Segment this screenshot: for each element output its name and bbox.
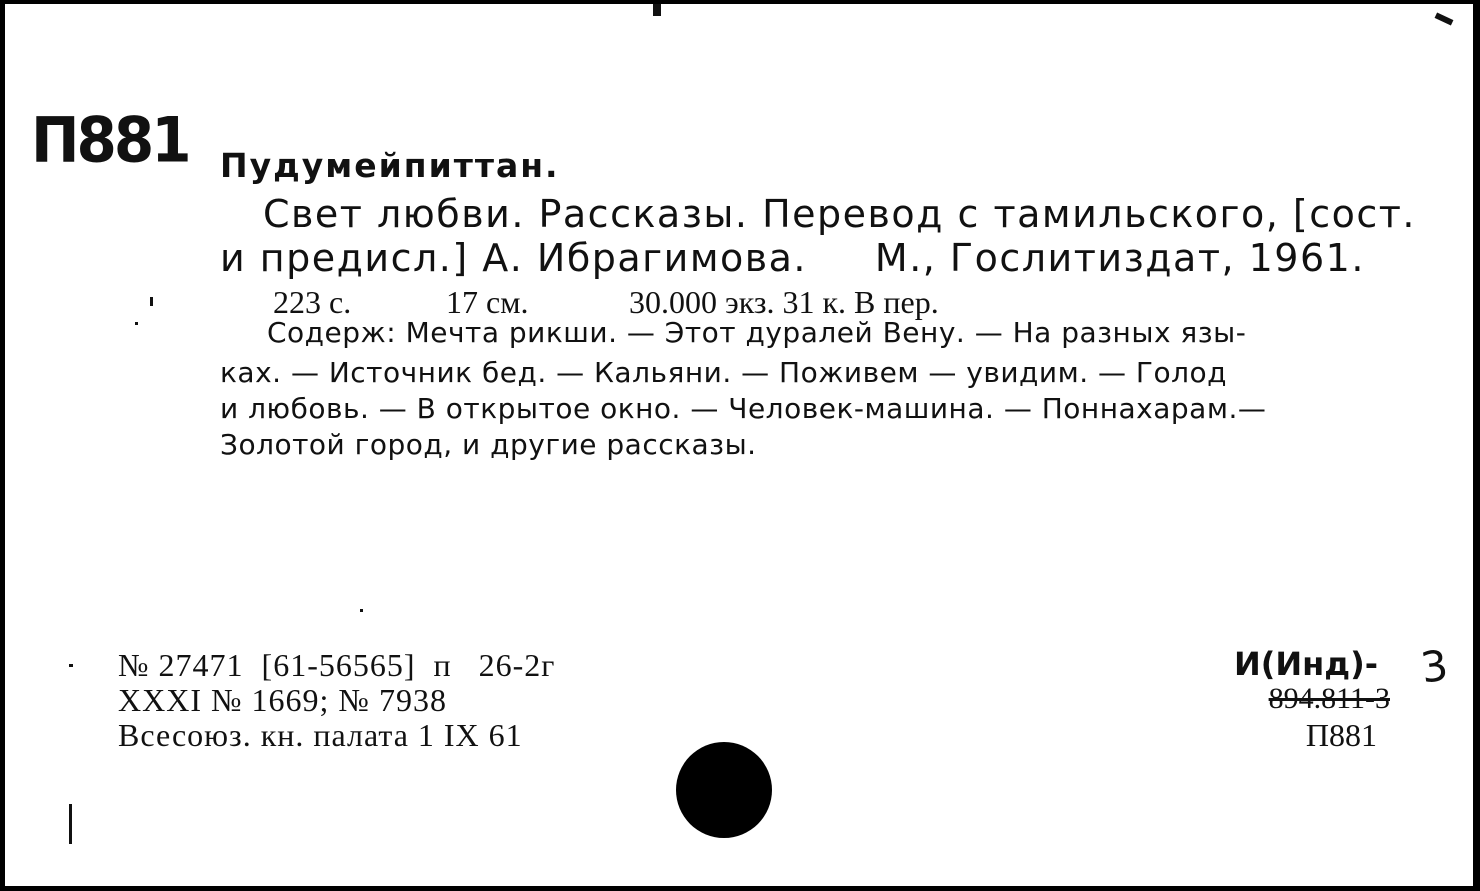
collation-pages: 223 с. (273, 284, 352, 320)
classification-line-1: И(Инд)- (1233, 645, 1378, 683)
speck-mark (653, 4, 661, 16)
classification-line-3: П881 (1305, 717, 1377, 753)
speck-mark (1435, 12, 1454, 25)
collation-copies: 30.000 экз. 31 к. В пер. (629, 284, 939, 320)
author-heading: Пудумейпиттан. (220, 146, 560, 185)
footer-line-3: Всесоюз. кн. палата 1 IX 61 (118, 717, 523, 753)
title-line-2: и предисл.] А. Ибрагимова. М., Гослитиздат, 1961. (220, 236, 1365, 280)
speck-mark (135, 322, 138, 325)
speck-mark (150, 297, 153, 306)
speck-mark (69, 664, 73, 667)
footer-line-1: № 27471 [61-56565] п 26-2г (118, 647, 556, 683)
struck-classification: 894.811-3 (1268, 682, 1390, 715)
speck-mark (360, 609, 363, 612)
collation-size: 17 см. (446, 284, 529, 320)
title-line-1: Свет любви. Рассказы. Перевод с тамильского, [сост. (263, 192, 1417, 236)
footer-line-2: XXXI № 1669; № 7938 (118, 682, 447, 718)
contents-line-3: и любовь. — В открытое окно. — Человек-машина. — Поннахарам.— (220, 392, 1267, 425)
punch-hole (676, 742, 772, 838)
handwritten-correction: 3 (1417, 640, 1452, 693)
contents-line-2: ках. — Источник бед. — Кальяни. — Поживем — увидим. — Голод (220, 356, 1228, 389)
classification-line-2 (1269, 682, 1390, 716)
handwritten-call-number: П881 (31, 103, 189, 177)
speck-mark (69, 804, 72, 844)
contents-line-1: Содерж: Мечта рикши. — Этот дуралей Вену. — На разных язы- (267, 316, 1247, 349)
contents-line-4: Золотой город, и другие рассказы. (220, 428, 757, 461)
